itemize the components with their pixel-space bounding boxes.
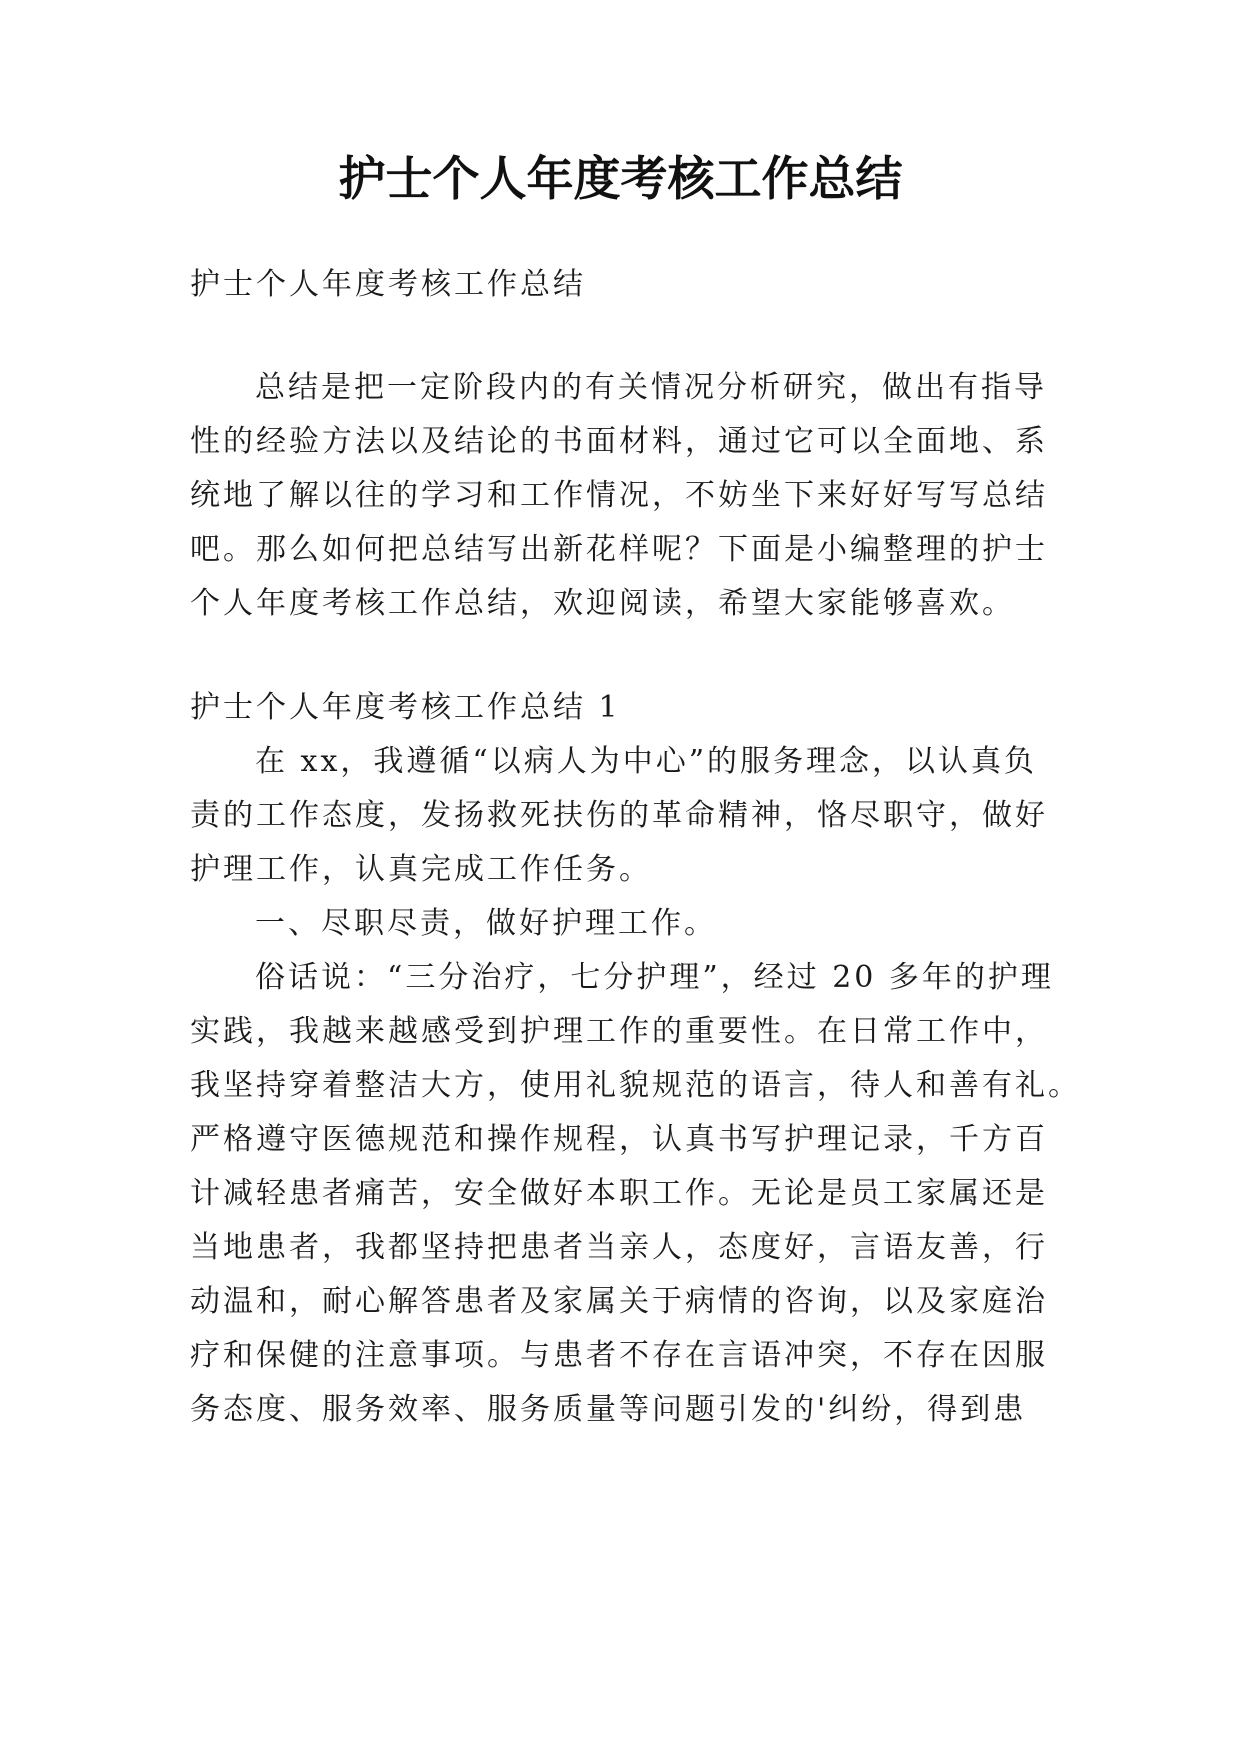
intro-line: 统地了解以往的学习和工作情况，不妨坐下来好好写写总结 xyxy=(190,478,1048,513)
paragraph-line: 动温和，耐心解答患者及家属关于病情的咨询，以及家庭治 xyxy=(190,1284,1048,1319)
paragraph-line: 疗和保健的注意事项。与患者不存在言语冲突，不存在因服 xyxy=(190,1338,1048,1373)
point-heading: 一、尽职尽责，做好护理工作。 xyxy=(255,906,717,941)
intro-line: 吧。那么如何把总结写出新花样呢？下面是小编整理的护士 xyxy=(190,532,1048,567)
document-title: 护士个人年度考核工作总结 xyxy=(338,152,903,207)
paragraph-line: 护理工作，认真完成工作任务。 xyxy=(190,852,652,887)
paragraph-line: 在 xx，我遵循“以病人为中心”的服务理念，以认真负 xyxy=(255,744,1038,779)
paragraph-line: 我坚持穿着整洁大方，使用礼貌规范的语言，待人和善有礼。 xyxy=(190,1068,1081,1103)
paragraph-line: 严格遵守医德规范和操作规程，认真书写护理记录，千方百 xyxy=(190,1122,1048,1157)
intro-line: 性的经验方法以及结论的书面材料，通过它可以全面地、系 xyxy=(190,424,1048,459)
document-subtitle: 护士个人年度考核工作总结 xyxy=(190,267,586,302)
paragraph-line: 责的工作态度，发扬救死扶伤的革命精神，恪尽职守，做好 xyxy=(190,798,1048,833)
paragraph-line: 计减轻患者痛苦，安全做好本职工作。无论是员工家属还是 xyxy=(190,1176,1048,1211)
paragraph-line: 实践，我越来越感受到护理工作的重要性。在日常工作中， xyxy=(190,1014,1048,1049)
paragraph-line: 务态度、服务效率、服务质量等问题引发的'纠纷，得到患 xyxy=(190,1392,1027,1427)
intro-line: 个人年度考核工作总结，欢迎阅读，希望大家能够喜欢。 xyxy=(190,586,1015,621)
intro-line: 总结是把一定阶段内的有关情况分析研究，做出有指导 xyxy=(255,370,1047,405)
paragraph-line: 俗话说：“三分治疗，七分护理”，经过 20 多年的护理 xyxy=(255,960,1054,995)
section-heading: 护士个人年度考核工作总结 1 xyxy=(190,690,621,725)
paragraph-line: 当地患者，我都坚持把患者当亲人，态度好，言语友善，行 xyxy=(190,1230,1048,1265)
